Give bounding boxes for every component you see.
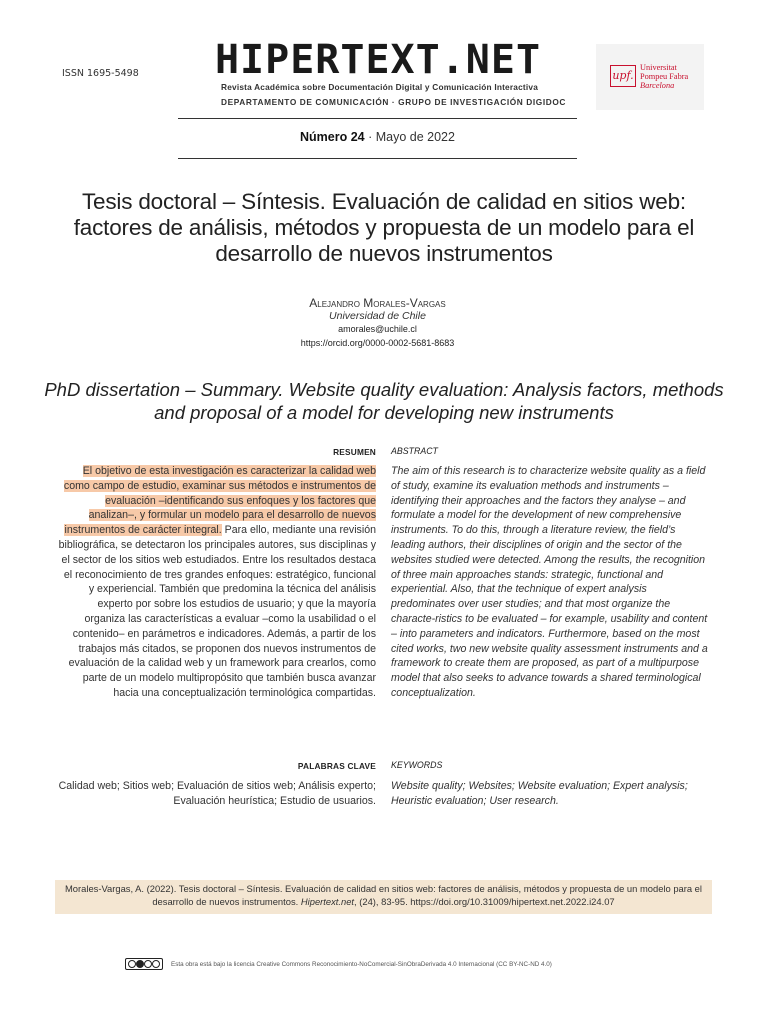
issue-number: Número 24 — [300, 130, 365, 144]
keywords-label: KEYWORDS — [391, 760, 443, 770]
author-name: Alejandro Morales-Vargas — [309, 296, 446, 310]
author-email[interactable]: amorales@uchile.cl — [338, 324, 417, 334]
citation-journal: Hipertext.net — [300, 895, 355, 907]
journal-tagline: Revista Académica sobre Documentación Digital y Comunicación Interactiva — [221, 82, 539, 92]
journal-logo: HIPERTEXT.NET — [214, 37, 542, 83]
author-affiliation: Universidad de Chile — [329, 310, 426, 322]
article-title-en: PhD dissertation – Summary. Website quality evaluation: Analysis factors, methods and proposal of a model for developing new instruments — [44, 379, 724, 423]
article-title: Tesis doctoral – Síntesis. Evaluación de calidad en sitios web: factores de análisis, métodos y propuesta de un modelo para el desarrollo de nuevos instrumentos — [73, 189, 695, 266]
license-text: Esta obra está bajo la licencia Creative Commons Reconocimiento-NoComercial-SinObraDerivada 4.0 Internacional (CC BY-NC-ND 4.0) — [171, 960, 552, 968]
journal-department: DEPARTAMENTO DE COMUNICACIÓN · GRUPO DE INVESTIGACIÓN DIGIDOC — [221, 97, 566, 107]
cc-license-icon[interactable] — [125, 958, 163, 970]
resumen-text-rest: Para ello, mediante una revisión bibliográfica, se detectaron los principales autores, sus disciplinas y el sector de los sitios web estudiados. Entre los resultados destaca el reconocimiento de tres grandes enfoques: estratégico, funcional y experiencial. También que predomina la técnica del análisis experto por sobre los estudios de usuario; y que la mayoría organiza las características a evaluar –como la usabilidad o el contenido– en parámetros e indicadores. Además, a partir de los trabajos más citados, se proponen dos nuevos instrumentos de evaluación de la calidad web y un framework para crearlos, como parte de un modelo multipropósito que también busca avanzar hacia una conceptualización terminológica compartidas. — [58, 524, 376, 699]
resumen-label: RESUMEN — [333, 447, 376, 457]
university-logo — [596, 44, 704, 110]
issue-info — [178, 130, 577, 144]
resumen-text — [58, 464, 376, 701]
upf-logo-icon: upf. — [610, 65, 636, 87]
keywords-text: Website quality; Websites; Website evaluation; Expert analysis; Heuristic evaluation; User research. — [391, 780, 688, 807]
abstract-label: ABSTRACT — [391, 446, 438, 456]
license-footer — [125, 957, 552, 971]
abstract-text: The aim of this research is to characterize website quality as a field of study, examine its evaluation methods and instruments – identifying their approaches and the factors they analyse – and formulate a model for the development of new comprehensive instruments. To do this, through a literature review, the field’s leading authors, their disciplines of origin and the sector of the websites studied were detected. Among the results, the recognition of three main approaches stands: strategic, functional and experiential. Also, that the technique of expert analysis predominates over user studies; and that most organize the characte-ristics to be evaluated – for example, usability and content – into parameters and indicators. Furthermore, based on the most cited works, two new website quality assessment instruments and a framework to create them are proposed, as part of a multipurpose model that also seeks to advance towards a shared terminological conceptualization. — [391, 465, 708, 699]
issue-date: · Mayo de 2022 — [364, 130, 455, 144]
palabras-clave-label: PALABRAS CLAVE — [297, 761, 376, 771]
highlighted-text: El objetivo de esta investigación es caracterizar la calidad web como campo de estudio, examinar sus métodos e instrumentos de evaluación –identificando sus enfoques y los factores que analizan–, y formular un modelo para el desarrollo de nuevos instrumentos de carácter integral. — [63, 465, 376, 537]
header-rule-bottom — [178, 158, 577, 159]
issn: ISSN 1695-5498 — [62, 68, 139, 79]
journal-masthead — [178, 38, 578, 107]
header-rule-top — [178, 118, 577, 119]
citation-box: Morales-Vargas, A. (2022). Tesis doctoral – Síntesis. Evaluación de calidad en sitios web: factores de análisis, métodos y propuesta de un modelo para el desarrollo de nuevos instrumentos. Hipertext.net, (24), 83-95. https://doi.org/10.31009/hipertext.net.2022.i24.07 — [55, 880, 712, 914]
author-orcid[interactable]: https://orcid.org/0000-0002-5681-8683 — [300, 338, 455, 348]
palabras-clave-text: Calidad web; Sitios web; Evaluación de sitios web; Análisis experto; Evaluación heurística; Estudio de usuarios. — [58, 780, 376, 807]
university-name: Universitat Pompeu Fabra Barcelona — [640, 63, 689, 90]
